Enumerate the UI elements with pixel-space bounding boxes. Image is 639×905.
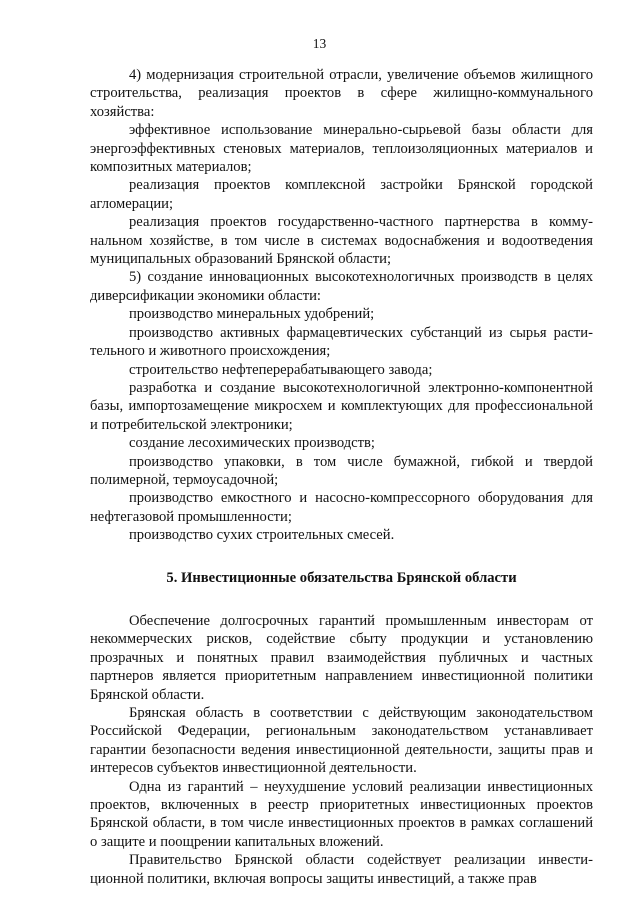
- list-item: реализация проектов государственно-частного партнерства в коммунальном хозяйстве, в том числе в системах водоснабжения и водоотведения муниципальных образований Брянской области;: [90, 214, 593, 268]
- list-item: создание лесохимических производств;: [129, 435, 375, 452]
- list-item: производство активных фармацевтических субстанций из сырья растительного и животного происхождения;: [90, 324, 593, 360]
- section-body: [90, 612, 593, 888]
- paragraph: Обеспечение долгосрочных гарантий промышленным инвесторам от некоммерческих рисков, содействие сбыту продукции и установлению прозрачных и понятных правил взаимодействия публичных и частных партнеров является приоритетным направлением инвестиционной политики Брянской области.: [90, 612, 593, 703]
- list-item: реализация проектов комплексной застройки Брянской городской агломерации;: [90, 177, 593, 212]
- priority-list: [90, 66, 593, 545]
- list-item: производство минеральных удобрений;: [129, 306, 375, 323]
- list-item: 4) модернизация строительной отрасли, увеличение объемов жилищного строительства, реализация проектов в сфере жилищно-коммунального хозяйства:: [90, 67, 593, 120]
- page-number: 13: [312, 36, 327, 51]
- paragraph: Одна из гарантий – неухудшение условий реализации инвестиционных проектов, включенных в реестр приоритетных инвестиционных проектов Брянской области, в том числе инвестиционных проектов в рамках соглашений о защите и поощрении капитальных вложений.: [90, 778, 593, 850]
- list-item: производство емкостного и насосно-компрессорного оборудования для нефтегазовой промышленности;: [90, 490, 593, 525]
- list-item: эффективное использование минерально-сырьевой базы области для энергоэффективных стеновых материалов, теплоизоляционных материалов и композитных материалов;: [90, 122, 593, 176]
- document-body: [90, 66, 593, 888]
- paragraph: Брянская область в соответствии с действующим законодательством Российской Федерации, региональным законодательством устанавливает гарантии безопасности ведения инвестиционной деятельности, защиты прав и интересов субъектов инвестиционной деятельности.: [90, 705, 593, 777]
- list-item: строительство нефтеперерабатывающего завода;: [129, 361, 433, 378]
- list-item: разработка и создание высокотехнологичной электронно-компонентной базы, импортозамещение микросхем и комплектующих для профессиональной и потребительской электроники;: [90, 379, 593, 433]
- list-item: 5) создание инновационных высокотехнологичных производств в целях диверсификации экономики области:: [90, 269, 593, 304]
- section-heading: 5. Инвестиционные обязательства Брянской области: [166, 569, 517, 586]
- list-item: производство упаковки, в том числе бумажной, гибкой и твердой полимерной, термоусадочной;: [90, 453, 593, 488]
- list-item: производство сухих строительных смесей.: [129, 527, 395, 544]
- paragraph: Правительство Брянской области содействует реализации инвестиционной политики, включая вопросы защиты инвестиций, а также прав: [90, 852, 593, 887]
